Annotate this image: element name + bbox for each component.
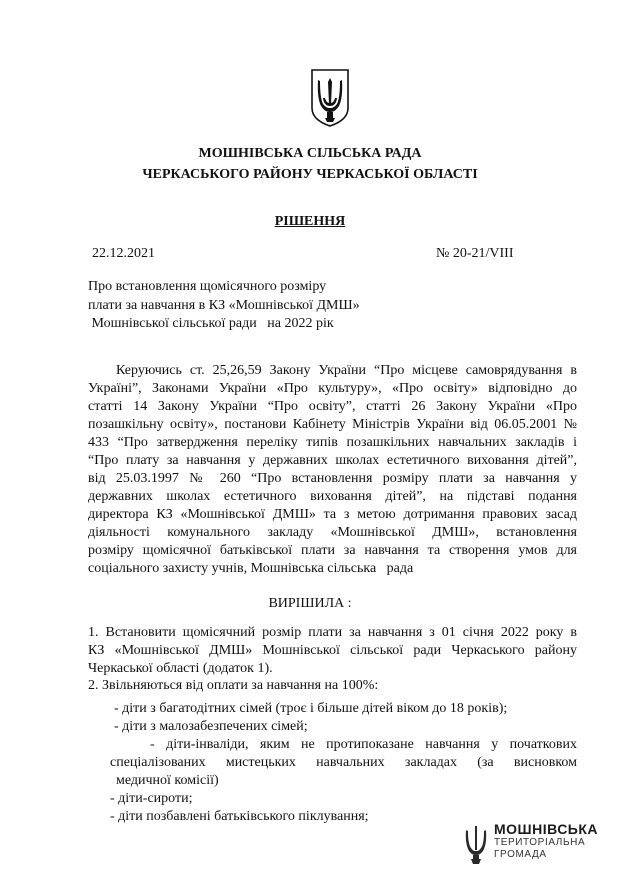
decision-date: 22.12.2021 xyxy=(92,246,155,261)
preamble-line: позашкільну освіту», постанови Кабінету Міністрів України від 06.05.2001 № xyxy=(88,417,577,432)
preamble-line: статті 14 Закону України “Про освіту”, статті 26 Закону України «Про xyxy=(88,399,577,414)
preamble-line: діяльності комунального закладу «Мошнівської ДМШ», встановлення xyxy=(88,525,577,540)
item-1-line: Черкаської області (додаток 1). xyxy=(88,661,273,676)
preamble-line: державних школах естетичного виховання дітей”, на підставі подання xyxy=(88,489,577,504)
list-item: - діти-сироти; xyxy=(110,791,193,806)
subject-line: Про встановлення щомісячного розміру xyxy=(88,279,327,294)
preamble-line: Україні”, Законами України «Про культуру», «Про освіту» відповідно до xyxy=(88,381,577,396)
trident-emblem-icon xyxy=(309,68,351,128)
preamble-line: соціального захисту учнів, Мошнівська сільська рада xyxy=(88,561,414,576)
item-1-line: КЗ «Мошнівської ДМШ» Мошнівської сільської ради Черкаського району xyxy=(88,643,577,658)
council-name: МОШНІВСЬКА СІЛЬСЬКА РАДА xyxy=(198,146,422,161)
list-item: - діти з малозабезпечених сімей; xyxy=(114,719,308,734)
preamble-line: “Про плату за навчання у державних школах естетичного виховання дітей”, xyxy=(88,453,577,468)
list-item: - діти з багатодітних сімей (троє і більше дітей віком до 18 років); xyxy=(114,701,508,716)
preamble-line: від 25.03.1997 № 260 “Про встановлення розміру плати за навчання у xyxy=(88,471,577,486)
preamble-line: директора КЗ «Мошнівської ДМШ» та з метою дотримання правових засад xyxy=(88,507,577,522)
logo-title: МОШНІВСЬКА xyxy=(494,821,599,837)
item-1-line: 1. Встановити щомісячний розмір плати за навчання з 01 січня 2022 року в xyxy=(88,625,577,640)
decision-number: № 20-21/VIII xyxy=(436,246,514,261)
item-2-heading: 2. Звільняються від оплати за навчання на 100%: xyxy=(88,678,379,693)
document-type: РІШЕННЯ xyxy=(274,214,346,229)
list-item: - діти позбавлені батьківського піклування; xyxy=(110,809,369,824)
list-item: спеціалізованих мистецьких навчальних закладах (за висновком xyxy=(110,755,577,770)
preamble-line: Керуючись ст. 25,26,59 Закону України “Про місцеве самоврядування в xyxy=(116,363,577,378)
logo-subtitle: ТЕРИТОРІАЛЬНА xyxy=(494,837,586,848)
community-logo-icon xyxy=(462,824,490,866)
subject-line: Мошнівської сільської ради на 2022 рік xyxy=(88,316,334,331)
list-item: медичної комісії) xyxy=(116,773,219,788)
list-item: - діти-інваліди, яким не протипоказане навчання у початкових xyxy=(150,737,577,752)
logo-subtitle: ГРОМАДА xyxy=(494,849,547,860)
council-region: ЧЕРКАСЬКОГО РАЙОНУ ЧЕРКАСЬКОЇ ОБЛАСТІ xyxy=(142,167,478,182)
community-logo-text xyxy=(494,822,598,861)
preamble-line: розміру щомісячної батьківської плати за навчання та створення умов для xyxy=(88,543,577,558)
preamble-line: 433 “Про затвердження переліку типів позашкільних навчальних закладів і xyxy=(88,435,577,450)
resolved-heading: ВИРІШИЛА : xyxy=(268,596,352,611)
subject-line: плати за навчання в КЗ «Мошнівської ДМШ» xyxy=(88,298,360,313)
